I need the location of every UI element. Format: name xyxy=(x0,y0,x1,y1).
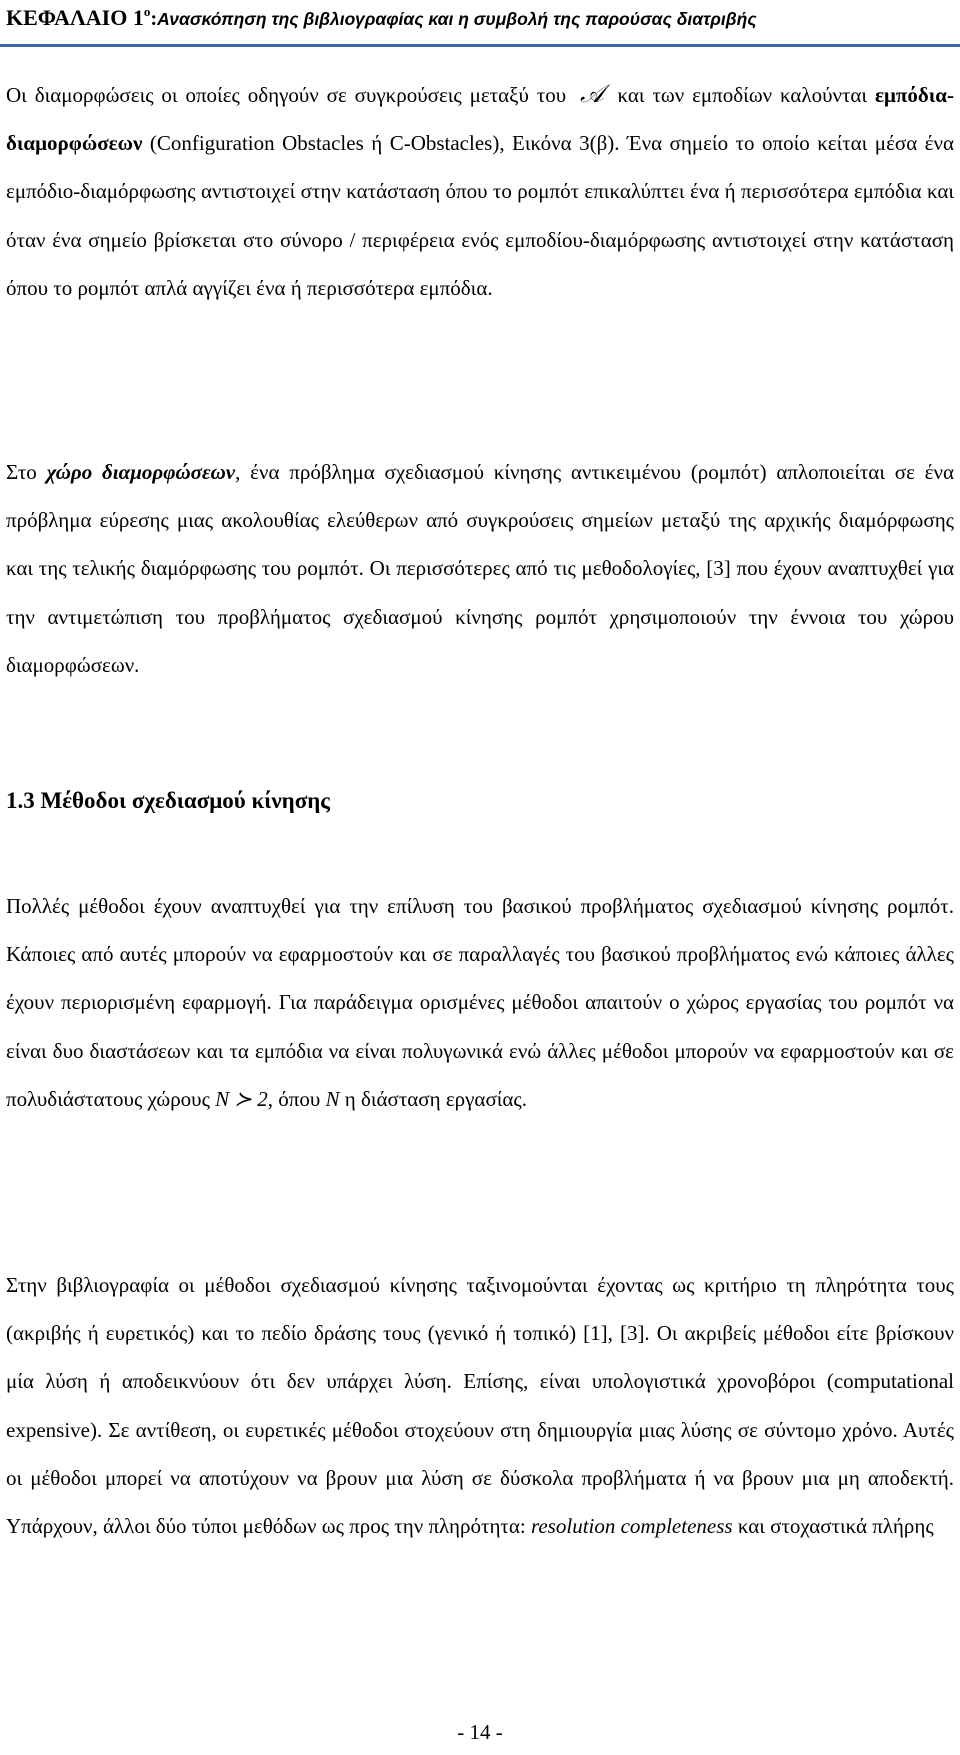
chapter-subtitle: Ανασκόπηση της βιβλιογραφίας και η συμβολή της παρούσας διατριβής xyxy=(157,9,757,29)
p1-text-2: και των εμποδίων καλούνται xyxy=(609,83,875,107)
p3-text-1: Πολλές μέθοδοι έχουν αναπτυχθεί για την επίλυση του βασικού προβλήματος σχεδιασμού κίνησης ρομπότ. Κάποιες από αυτές μπορούν να εφαρμοστούν και σε παραλλαγές του βασικού προβλήματος ενώ κάποιες άλλες έχουν περιορισμένη εφαρμογή. Για παράδειγμα ορισμένες μέθοδοι απαιτούν ο χώρος εργασίας του ρομπότ να είναι δυο διαστάσεων και τα εμπόδια να είναι πολυγωνικά ενώ άλλες μέθοδοι μπορούν να εφαρμοστούν και σε πολυδιάστατους χώρους xyxy=(6,894,954,1111)
paragraph-planning-methods xyxy=(6,882,954,1123)
header-divider xyxy=(0,44,960,47)
paragraph-configuration-obstacles xyxy=(6,70,954,312)
p2-bold-italic-term: χώρο διαμορφώσεων xyxy=(46,460,236,484)
running-header xyxy=(6,4,950,33)
p1-text-1: Οι διαμορφώσεις οι οποίες οδηγούν σε συγκρούσεις μεταξύ του xyxy=(6,83,574,107)
paragraph-classification xyxy=(6,1261,954,1550)
p2-text-1: Στο xyxy=(6,460,47,484)
chapter-superscript: ο xyxy=(143,4,151,19)
p4-italic-term: resolution completeness xyxy=(530,1514,733,1539)
header-colon: : xyxy=(150,8,158,30)
paragraph-configuration-space xyxy=(6,448,954,689)
math-variable: N xyxy=(325,1086,340,1111)
p3-text-2: , όπου xyxy=(267,1086,326,1111)
p4-text-1: Στην βιβλιογραφία οι μέθοδοι σχεδιασμού κίνησης ταξινομούνται έχοντας ως κριτήριο τη πληρότητα τους (ακριβής ή ευρετικός) και το πεδίο δράσης τους (γενικό ή τοπικό) [1], [3]. Οι ακριβείς μέθοδοι είτε βρίσκουν μία λύση ή αποδεικνύουν ότι δεν υπάρχει λύση. Επίσης, είναι υπολογιστικά χρονοβόροι (computational expensive). Σε αντίθεση, οι ευρετικές μέθοδοι στοχεύουν στη δημιουργία μιας λύσης σε σύντομο χρόνο. Αυτές οι μέθοδοι μπορεί να αποτύχουν να βρουν μια λύση σε δύσκολα προβλήματα ή να βρουν μια μη αποδεκτή. Υπάρχουν, άλλοι δύο τύποι μεθόδων ως προς την πληρότητα: xyxy=(6,1273,954,1539)
p1-bold-term: εμπόδια-διαμορφώσεων xyxy=(6,83,954,156)
robot-symbol: 𝒜 xyxy=(579,79,604,108)
p1-text-3: (Configuration Obstacles ή C-Obstacles), Εικόνα 3(β). Ένα σημείο το οποίο κείται μέσα ένα εμπόδιο-διαμόρφωσης αντιστοιχεί στην κατάσταση όπου το ρομπότ επικαλύπτει ένα ή περισσότερα εμπόδια και όταν ένα σημείο βρίσκεται στο σύνορο / περιφέρεια ενός εμποδίου-διαμόρφωσης αντιστοιχεί στην κατάσταση όπου το ρομπότ απλά αγγίζει ένα ή περισσότερα εμπόδια. xyxy=(6,131,954,300)
p2-text-2: , ένα πρόβλημα σχεδιασμού κίνησης αντικειμένου (ρομπότ) απλοποιείται σε ένα πρόβλημα εύρεσης μιας ακολουθίας ελεύθερων από συγκρούσεις σημείων μεταξύ της αρχικής διαμόρφωσης και της τελικής διαμόρφωσης του ρομπότ. Οι περισσότερες από τις μεθοδολογίες, [3] που έχουν αναπτυχθεί για την αντιμετώπιση του προβλήματος σχεδιασμού κίνησης ρομπότ χρησιμοποιούν την έννοια του χώρου διαμορφώσεων. xyxy=(6,460,954,677)
chapter-label: ΚΕΦΑΛΑΙΟ 1 xyxy=(6,5,144,30)
math-expression: N ≻ 2 xyxy=(215,1086,268,1111)
p3-text-3: η διάσταση εργασίας. xyxy=(339,1086,527,1111)
page-number: - 14 - xyxy=(457,1720,503,1744)
section-heading: 1.3 Μέθοδοι σχεδιασμού κίνησης xyxy=(6,788,330,813)
p4-text-2: και στοχαστικά πλήρης xyxy=(732,1514,934,1539)
